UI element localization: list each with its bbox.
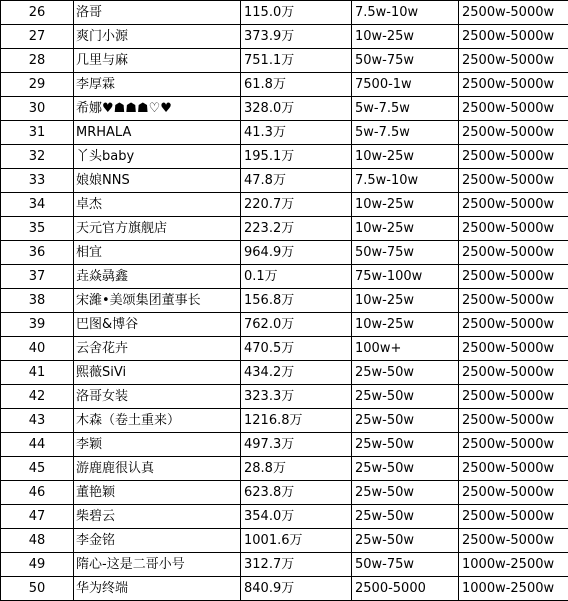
fans-cell: 28.8万 xyxy=(241,457,352,481)
rank-cell: 36 xyxy=(1,241,74,265)
table-row xyxy=(1,25,568,49)
rank-cell: 43 xyxy=(1,409,74,433)
rank-cell: 29 xyxy=(1,73,74,97)
gmv-cell: 2500w-5000w xyxy=(459,121,568,145)
fans-cell: 41.3万 xyxy=(241,121,352,145)
gmv-cell: 2500w-5000w xyxy=(459,505,568,529)
rank-cell: 26 xyxy=(1,1,74,25)
name-cell: 爽门小源 xyxy=(74,25,241,49)
name-cell: 游鹿鹿很认真 xyxy=(74,457,241,481)
name-cell: 李厚霖 xyxy=(74,73,241,97)
ranking-table-body xyxy=(1,1,568,601)
table-row xyxy=(1,433,568,457)
fans-cell: 762.0万 xyxy=(241,313,352,337)
fans-cell: 323.3万 xyxy=(241,385,352,409)
gmv-cell: 1000w-2500w xyxy=(459,577,568,601)
fans-cell: 223.2万 xyxy=(241,217,352,241)
price-cell: 25w-50w xyxy=(352,433,459,457)
price-cell: 10w-25w xyxy=(352,25,459,49)
table-row xyxy=(1,73,568,97)
name-cell: 垚焱骉鑫 xyxy=(74,265,241,289)
fans-cell: 115.0万 xyxy=(241,1,352,25)
fans-cell: 840.9万 xyxy=(241,577,352,601)
name-cell: 娘娘NNS xyxy=(74,169,241,193)
price-cell: 10w-25w xyxy=(352,145,459,169)
fans-cell: 434.2万 xyxy=(241,361,352,385)
gmv-cell: 2500w-5000w xyxy=(459,241,568,265)
fans-cell: 61.8万 xyxy=(241,73,352,97)
gmv-cell: 2500w-5000w xyxy=(459,337,568,361)
rank-cell: 42 xyxy=(1,385,74,409)
name-cell: 熙薇SiVi xyxy=(74,361,241,385)
rank-cell: 44 xyxy=(1,433,74,457)
fans-cell: 312.7万 xyxy=(241,553,352,577)
gmv-cell: 2500w-5000w xyxy=(459,289,568,313)
table-row xyxy=(1,457,568,481)
name-cell: 云舍花卉 xyxy=(74,337,241,361)
table-row xyxy=(1,1,568,25)
fans-cell: 751.1万 xyxy=(241,49,352,73)
table-row xyxy=(1,241,568,265)
price-cell: 25w-50w xyxy=(352,457,459,481)
rank-cell: 39 xyxy=(1,313,74,337)
name-cell: MRHALA xyxy=(74,121,241,145)
gmv-cell: 2500w-5000w xyxy=(459,433,568,457)
fans-cell: 623.8万 xyxy=(241,481,352,505)
name-cell: 洛哥女装 xyxy=(74,385,241,409)
price-cell: 10w-25w xyxy=(352,313,459,337)
gmv-cell: 2500w-5000w xyxy=(459,409,568,433)
fans-cell: 1001.6万 xyxy=(241,529,352,553)
gmv-cell: 2500w-5000w xyxy=(459,385,568,409)
price-cell: 7.5w-10w xyxy=(352,169,459,193)
name-cell: 巴图&博谷 xyxy=(74,313,241,337)
table-row xyxy=(1,361,568,385)
table-row xyxy=(1,145,568,169)
rank-cell: 27 xyxy=(1,25,74,49)
name-cell: 相宜 xyxy=(74,241,241,265)
table-row xyxy=(1,529,568,553)
table-row xyxy=(1,505,568,529)
fans-cell: 373.9万 xyxy=(241,25,352,49)
price-cell: 100w+ xyxy=(352,337,459,361)
name-cell: 希娜♥☗☗☗♡♥ xyxy=(74,97,241,121)
price-cell: 10w-25w xyxy=(352,217,459,241)
table-row xyxy=(1,313,568,337)
price-cell: 25w-50w xyxy=(352,529,459,553)
rank-cell: 38 xyxy=(1,289,74,313)
table-row xyxy=(1,193,568,217)
table-row xyxy=(1,49,568,73)
table-row xyxy=(1,97,568,121)
rank-cell: 28 xyxy=(1,49,74,73)
fans-cell: 220.7万 xyxy=(241,193,352,217)
name-cell: 丫头baby xyxy=(74,145,241,169)
gmv-cell: 2500w-5000w xyxy=(459,49,568,73)
fans-cell: 195.1万 xyxy=(241,145,352,169)
price-cell: 50w-75w xyxy=(352,553,459,577)
table-row xyxy=(1,265,568,289)
gmv-cell: 2500w-5000w xyxy=(459,145,568,169)
name-cell: 李金铭 xyxy=(74,529,241,553)
table-row xyxy=(1,553,568,577)
price-cell: 5w-7.5w xyxy=(352,97,459,121)
fans-cell: 0.1万 xyxy=(241,265,352,289)
gmv-cell: 2500w-5000w xyxy=(459,481,568,505)
price-cell: 7500-1w xyxy=(352,73,459,97)
price-cell: 25w-50w xyxy=(352,505,459,529)
gmv-cell: 2500w-5000w xyxy=(459,1,568,25)
fans-cell: 156.8万 xyxy=(241,289,352,313)
name-cell: 董艳颖 xyxy=(74,481,241,505)
name-cell: 李颖 xyxy=(74,433,241,457)
price-cell: 2500-5000 xyxy=(352,577,459,601)
price-cell: 5w-7.5w xyxy=(352,121,459,145)
rank-cell: 48 xyxy=(1,529,74,553)
price-cell: 50w-75w xyxy=(352,49,459,73)
gmv-cell: 2500w-5000w xyxy=(459,313,568,337)
table-row xyxy=(1,121,568,145)
rank-cell: 33 xyxy=(1,169,74,193)
name-cell: 几里与麻 xyxy=(74,49,241,73)
rank-cell: 31 xyxy=(1,121,74,145)
price-cell: 75w-100w xyxy=(352,265,459,289)
rank-cell: 49 xyxy=(1,553,74,577)
fans-cell: 964.9万 xyxy=(241,241,352,265)
price-cell: 25w-50w xyxy=(352,385,459,409)
rank-cell: 46 xyxy=(1,481,74,505)
gmv-cell: 2500w-5000w xyxy=(459,193,568,217)
gmv-cell: 2500w-5000w xyxy=(459,529,568,553)
rank-cell: 41 xyxy=(1,361,74,385)
rank-cell: 37 xyxy=(1,265,74,289)
price-cell: 7.5w-10w xyxy=(352,1,459,25)
name-cell: 卓杰 xyxy=(74,193,241,217)
price-cell: 10w-25w xyxy=(352,289,459,313)
fans-cell: 497.3万 xyxy=(241,433,352,457)
name-cell: 天元官方旗舰店 xyxy=(74,217,241,241)
price-cell: 25w-50w xyxy=(352,409,459,433)
fans-cell: 354.0万 xyxy=(241,505,352,529)
gmv-cell: 2500w-5000w xyxy=(459,25,568,49)
gmv-cell: 2500w-5000w xyxy=(459,457,568,481)
gmv-cell: 2500w-5000w xyxy=(459,73,568,97)
price-cell: 25w-50w xyxy=(352,481,459,505)
rank-cell: 40 xyxy=(1,337,74,361)
gmv-cell: 2500w-5000w xyxy=(459,97,568,121)
table-row xyxy=(1,385,568,409)
fans-cell: 328.0万 xyxy=(241,97,352,121)
name-cell: 木森（卷土重来） xyxy=(74,409,241,433)
name-cell: 洛哥 xyxy=(74,1,241,25)
fans-cell: 1216.8万 xyxy=(241,409,352,433)
rank-cell: 50 xyxy=(1,577,74,601)
table-row xyxy=(1,217,568,241)
fans-cell: 47.8万 xyxy=(241,169,352,193)
name-cell: 宋濰•美颂集团董事长 xyxy=(74,289,241,313)
rank-cell: 45 xyxy=(1,457,74,481)
price-cell: 10w-25w xyxy=(352,193,459,217)
rank-cell: 34 xyxy=(1,193,74,217)
table-row xyxy=(1,289,568,313)
name-cell: 隋心-这是二哥小号 xyxy=(74,553,241,577)
gmv-cell: 2500w-5000w xyxy=(459,361,568,385)
table-row xyxy=(1,577,568,601)
gmv-cell: 2500w-5000w xyxy=(459,265,568,289)
name-cell: 华为终端 xyxy=(74,577,241,601)
name-cell: 柴碧云 xyxy=(74,505,241,529)
gmv-cell: 2500w-5000w xyxy=(459,217,568,241)
rank-cell: 32 xyxy=(1,145,74,169)
table-row xyxy=(1,409,568,433)
gmv-cell: 1000w-2500w xyxy=(459,553,568,577)
gmv-cell: 2500w-5000w xyxy=(459,169,568,193)
table-row xyxy=(1,169,568,193)
table-row xyxy=(1,337,568,361)
rank-cell: 35 xyxy=(1,217,74,241)
price-cell: 50w-75w xyxy=(352,241,459,265)
table-row xyxy=(1,481,568,505)
price-cell: 25w-50w xyxy=(352,361,459,385)
fans-cell: 470.5万 xyxy=(241,337,352,361)
rank-cell: 30 xyxy=(1,97,74,121)
rank-cell: 47 xyxy=(1,505,74,529)
